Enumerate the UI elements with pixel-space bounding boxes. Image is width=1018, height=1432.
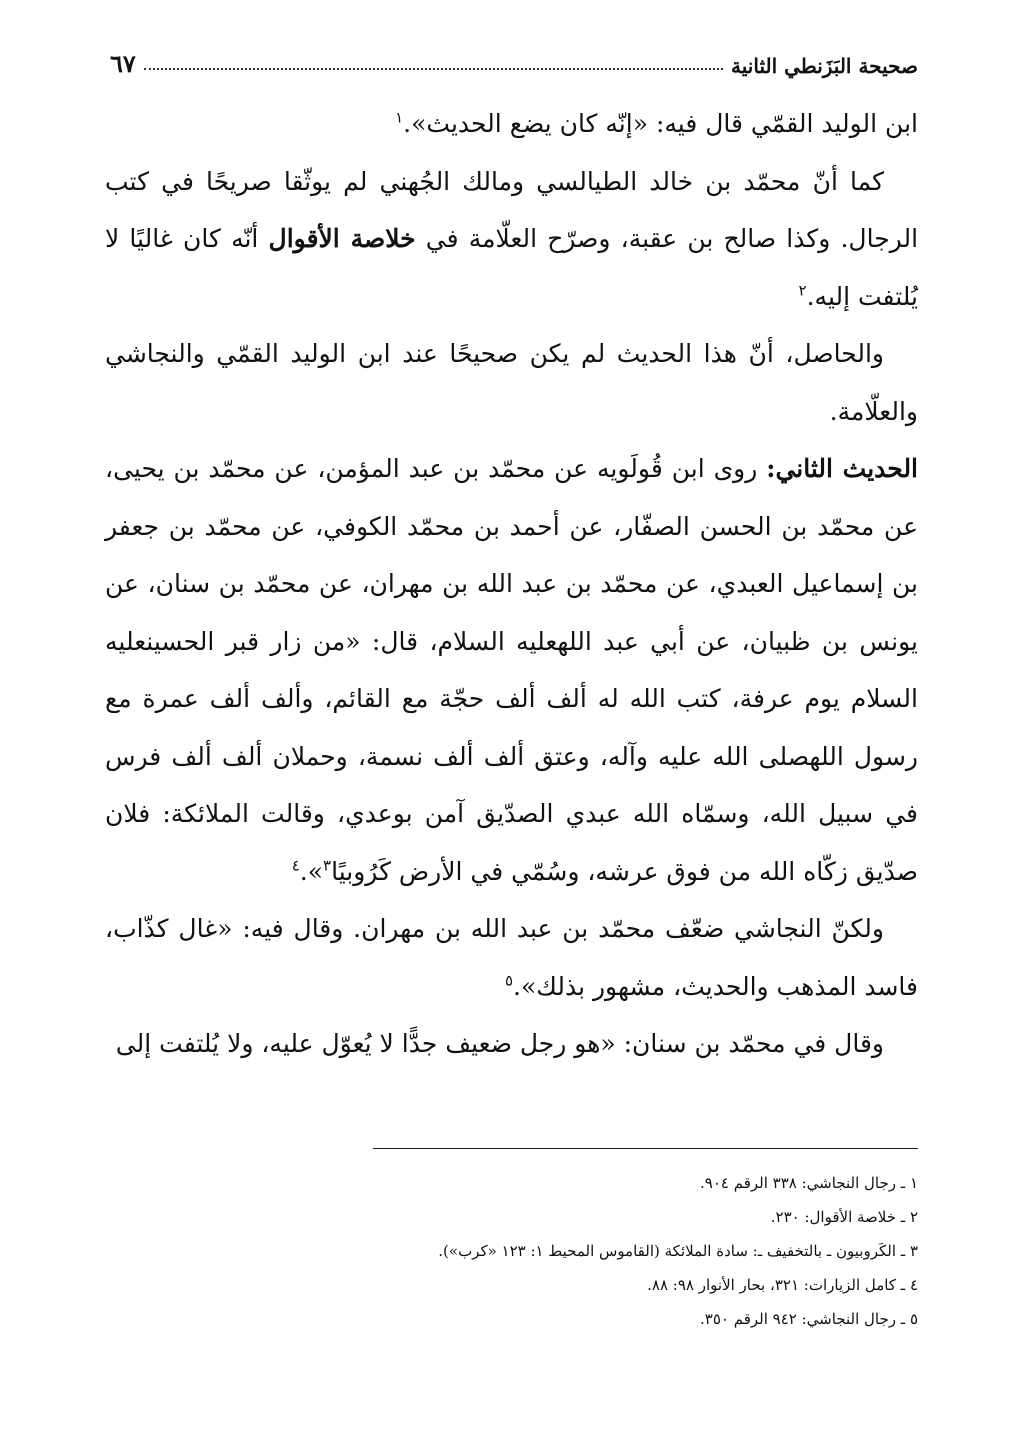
book-title-bold: خلاصة الأقوال [268, 224, 416, 253]
paragraph-2 [105, 153, 918, 326]
paragraph-text: كما أنّ محمّد بن خالد الطيالسي ومالك الجُهني لم يوثّقا صريحًا في كتب الرجال. وكذا صالح بن عقبة، وصرّح العلّامة في [105, 166, 919, 253]
paragraph-text: ». [299, 856, 324, 886]
paragraph-text: والحاصل، أنّ هذا الحديث لم يكن صحيحًا عند ابن الوليد القمّي والنجاشي والعلّامة. [105, 339, 918, 426]
footnote-5: ٥ ـ رجال النجاشي: ٩٤٢ الرقم ٣٥٠. [700, 1310, 918, 1328]
footnote-ref: ٤ [291, 856, 300, 875]
paragraph-3 [105, 325, 918, 440]
footnote-ref: ٢ [798, 281, 807, 300]
footnote-ref: ٣ [323, 856, 332, 875]
paragraph-text: وقال في محمّد بن سنان: «هو رجل ضعيف جدًّا لا يُعوّل عليه، ولا يُلتفت إلى [115, 1029, 884, 1058]
paragraph-text: ولكنّ النجاشي ضعّف محمّد بن عبد الله بن مهران. وقال فيه: «غال كذّاب، فاسد المذهب والحديث، مشهور بذلك». [105, 914, 918, 1001]
running-title: صحيحة البَزَنطي الثانية [731, 54, 918, 78]
footnote-ref: ١ [395, 108, 404, 127]
page-header [110, 38, 918, 78]
footnote-3: ٣ ـ الكَروبيون ـ بالتخفيف ـ: سادة الملائكة (القاموس المحيط ١: ١٢٣ «كرب»). [438, 1242, 918, 1260]
footnote-2: ٢ ـ خلاصة الأقوال: ٢٣٠. [770, 1208, 918, 1226]
paragraph-text: أنّه كان غاليًا لا يُلتفت إليه. [105, 224, 918, 311]
page-number: ٦٧ [110, 49, 136, 78]
footnote-ref: ٥ [504, 971, 514, 990]
paragraph-6 [105, 1015, 918, 1073]
hadith-heading: الحديث الثاني: [766, 454, 919, 483]
footnotes [280, 1166, 918, 1336]
paragraph-1 [105, 95, 918, 153]
footnote-4: ٤ ـ كامل الزيارات: ٣٢١، بحار الأنوار ٩٨: ٨٨. [647, 1276, 918, 1294]
footnote-separator [373, 1148, 918, 1149]
paragraph-text: روى ابن قُولَويه عن محمّد بن عبد المؤمن، عن محمّد بن يحيى، عن محمّد بن الحسن الصفّار، عن أحمد بن محمّد الكوفي، عن محمّد بن جعفر بن إسماعيل العبدي، عن محمّد بن عبد الله بن مهران، عن محمّد بن سنان، عن يونس بن ظبيان، عن أبي عبد الله‏عليه السلام، قال: «من زار قبر الحسين‏عليه السلام يوم عرفة، كتب الله له ألف ألف حجّة مع القائم، وألف ألف عمرة مع رسول الله‏صلى الله عليه وآله، وعتق ألف ألف نسمة، وحملان ألف ألف فرس في سبيل الله، وسمّاه الله عبدي الصدّيق آمن بوعدي، وقالت الملائكة: فلان صدّيق زكّاه الله من فوق عرشه، وسُمّي في الأرض كَرُوبيًا [105, 454, 918, 886]
footnote-1: ١ ـ رجال النجاشي: ٣٣٨ الرقم ٩٠٤. [700, 1174, 918, 1192]
header-dotted-leader [144, 68, 723, 70]
paragraph-4 [105, 440, 918, 900]
paragraph-text: ابن الوليد القمّي قال فيه: «إنّه كان يضع الحديث». [403, 109, 918, 138]
paragraph-5 [105, 900, 918, 1015]
main-text [105, 95, 918, 1073]
